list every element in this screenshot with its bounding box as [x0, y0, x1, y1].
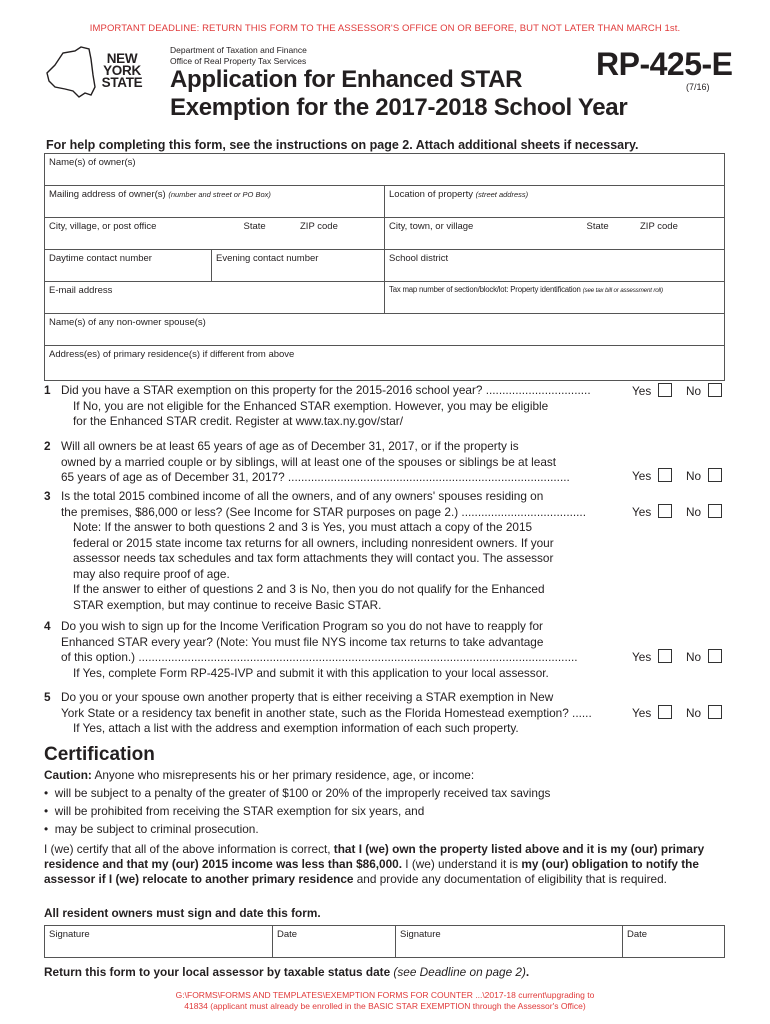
field-label: ZIP code [640, 221, 678, 232]
note-line: federal or 2015 state income tax returns for all owners, including nonresident owners. If your [73, 535, 554, 550]
cert-text: I (we) certify that all of the above information is correct, [44, 842, 334, 856]
return-text-italic: (see Deadline on page 2) [390, 965, 526, 979]
field-label: Tax map number of section/block/lot: Property identification [389, 285, 581, 294]
caution-bullet: may be subject to criminal prosecution. [54, 822, 259, 836]
field-label: ZIP code [300, 221, 338, 232]
q2-answer [632, 468, 724, 484]
field-label: Mailing address of owner(s) [49, 189, 166, 200]
question-text: Do you wish to sign up for the Income Verification Program so you do not have to reapply for [61, 619, 543, 633]
logo-line: STATE [101, 75, 143, 90]
question-text: owned by a married couple or by siblings, will at least one of the spouses or siblings be at least [61, 454, 557, 469]
footer-line: G:\FORMS\FORMS AND TEMPLATES\EXEMPTION FORMS FOR COUNTER ...\2017-18 current\upgrading to [175, 990, 595, 1000]
dept-line-2: Office of Real Property Tax Services [170, 55, 307, 66]
daytime-phone-field[interactable] [45, 250, 212, 282]
no-label: No [686, 650, 702, 664]
field-label: Name(s) of owner(s) [49, 157, 136, 168]
question-1 [44, 383, 724, 430]
form-title [170, 66, 627, 122]
note-line: If No, you are not eligible for the Enhanced STAR exemption. However, you may be eligible [73, 398, 549, 413]
school-district-field[interactable] [385, 250, 725, 282]
question-number: 4 [44, 619, 51, 633]
question-text: the premises, $86,000 or less? (See Income for STAR purposes on page 2.) ...................................... [61, 504, 586, 519]
caution-bullet: will be subject to a penalty of the greater of $100 or 20% of the improperly received tax savings [54, 786, 551, 800]
certification-statement [44, 842, 724, 887]
field-label: Date [277, 929, 298, 940]
q5-no-checkbox[interactable] [708, 705, 722, 719]
question-note: If Yes, complete Form RP-425-IVP and submit it with this application to your local assessor. [73, 665, 549, 680]
certification-heading: Certification [44, 744, 155, 765]
primary-residence-field[interactable] [45, 346, 725, 381]
no-label: No [686, 706, 702, 720]
cert-text-bold: my (our) obligation to notify the assessor if I (we) relocate to another primary residence [44, 857, 699, 886]
date-field-2[interactable] [623, 926, 725, 958]
no-label: No [686, 384, 702, 398]
question-text: Will all owners be at least 65 years of age as of December 31, 2017, or if the property is [61, 439, 519, 453]
q2-no-checkbox[interactable] [708, 468, 722, 482]
deadline-notice: IMPORTANT DEADLINE: RETURN THIS FORM TO THE ASSESSOR'S OFFICE ON OR BEFORE, BUT NOT LATER THAN MARCH 1st. [89, 23, 681, 34]
question-number: 5 [44, 690, 51, 704]
field-label: City, town, or village [389, 221, 474, 232]
signature-field-2[interactable] [396, 926, 623, 958]
field-label: State [586, 221, 609, 232]
footer-line: 41834 (applicant must already be enrolled in the BASIC STAR EXEMPTION through the Assessor's Office) [184, 1000, 586, 1011]
cert-text-bold: that I (we) own the property listed above and it is my (our) primary residence and that my (our) 2015 income was less than $86,000. [44, 842, 705, 871]
note-line: STAR exemption, but may continue to receive Basic STAR. [73, 597, 382, 612]
tax-map-field[interactable] [385, 282, 725, 314]
q3-no-checkbox[interactable] [708, 504, 722, 518]
note-line: may also require proof of age. [73, 566, 230, 581]
return-instruction [44, 965, 529, 979]
yes-label: Yes [632, 384, 652, 398]
note-line: assessor needs tax schedules and tax form attachments they will contact you. The assessor [73, 551, 554, 565]
question-text: of this option.) ...................................................................................................................................... [61, 650, 578, 664]
help-text: For help completing this form, see the instructions on page 2. Attach additional sheets if necessary. [46, 138, 639, 152]
form-number: RP-425-E [596, 46, 733, 82]
signature-field-1[interactable] [45, 926, 273, 958]
field-hint: (see tax bill or assessment roll) [582, 287, 663, 294]
caution-text: Anyone who misrepresents his or her primary residence, age, or income: [91, 768, 475, 782]
field-label: City, village, or post office [49, 221, 157, 232]
mailing-address-field[interactable] [45, 186, 385, 218]
question-number: 1 [44, 383, 51, 397]
dept-line-1: Department of Taxation and Finance [170, 45, 307, 55]
form-revision: (7/16) [686, 82, 710, 92]
q4-yes-checkbox[interactable] [658, 649, 672, 663]
no-label: No [686, 469, 702, 483]
field-label: Name(s) of any non-owner spouse(s) [49, 317, 206, 328]
field-label: Evening contact number [216, 253, 319, 264]
q3-yes-checkbox[interactable] [658, 504, 672, 518]
owners-field[interactable] [45, 154, 725, 186]
note-line: for the Enhanced STAR credit. Register at www.tax.ny.gov/star/ [73, 414, 404, 428]
q1-yes-checkbox[interactable] [658, 383, 672, 397]
caution-bullet: will be prohibited from receiving the STAR exemption for six years, and [54, 804, 425, 818]
logo-wordmark [97, 53, 147, 89]
q4-answer [632, 649, 724, 665]
question-text: Did you have a STAR exemption on this property for the 2015-2016 school year? ................................ [61, 383, 591, 397]
q2-yes-checkbox[interactable] [658, 468, 672, 482]
spouse-name-field[interactable] [45, 314, 725, 346]
field-label: Address(es) of primary residence(s) if different from above [49, 349, 295, 360]
note-line: Note: If the answer to both questions 2 and 3 is Yes, you must attach a copy of the 2015 [73, 520, 533, 534]
email-field[interactable] [45, 282, 385, 314]
question-note [73, 520, 724, 613]
question-note [73, 399, 724, 430]
question-number: 3 [44, 489, 51, 503]
signature-table [44, 925, 725, 958]
caution-label: Caution: [44, 768, 92, 782]
department-name [170, 45, 307, 66]
question-text: Enhanced STAR every year? (Note: You must file NYS income tax returns to take advantage [61, 634, 544, 649]
evening-phone-field[interactable] [212, 250, 385, 282]
field-hint: (street address) [475, 190, 529, 199]
question-4 [44, 619, 724, 681]
q5-answer [632, 705, 724, 721]
q3-answer [632, 504, 724, 520]
field-label: Location of property [389, 189, 473, 200]
field-label: Signature [49, 929, 90, 940]
nys-logo [45, 45, 155, 105]
field-label: E-mail address [49, 285, 113, 296]
nys-map-icon [45, 45, 101, 105]
field-label: School district [389, 253, 449, 264]
field-label: Daytime contact number [49, 253, 152, 264]
field-label: Date [627, 929, 648, 940]
q1-no-checkbox[interactable] [708, 383, 722, 397]
field-hint: (number and street or PO Box) [168, 190, 271, 199]
question-2 [44, 439, 724, 486]
no-label: No [686, 505, 702, 519]
logo-line: NEW [106, 51, 138, 66]
sign-instruction: All resident owners must sign and date this form. [44, 906, 321, 920]
question-note: If Yes, attach a list with the address and exemption information of each such property. [73, 721, 519, 735]
question-text: Is the total 2015 combined income of all the owners, and of any owners' spouses residing on [61, 489, 544, 503]
city-town-field[interactable] [385, 218, 725, 250]
title-line-2: Exemption for the 2017-2018 School Year [170, 94, 628, 121]
city-village-field[interactable] [45, 218, 385, 250]
note-line: If the answer to either of questions 2 and 3 is No, then you do not qualify for the Enhanced [73, 582, 545, 596]
return-text-bold: . [525, 965, 530, 979]
question-text: Do you or your spouse own another property that is either receiving a STAR exemption in New [61, 690, 554, 704]
q4-no-checkbox[interactable] [708, 649, 722, 663]
yes-label: Yes [632, 706, 652, 720]
question-3 [44, 489, 724, 613]
question-number: 2 [44, 439, 51, 453]
field-label: Signature [400, 929, 441, 940]
logo-line: YORK [103, 63, 141, 78]
certification-caution: Caution: Anyone who misrepresents his or her primary residence, age, or income: • will be subject to a penalty of the greater of $100 or 20% of the improperly received tax savings • will be prohibited from receiving the STAR exemption for six years, and • may be subject to criminal prosecution. [44, 768, 551, 836]
yes-label: Yes [632, 650, 652, 664]
yes-label: Yes [632, 505, 652, 519]
owner-info-table [44, 153, 725, 381]
footer-note [0, 990, 770, 1011]
question-text: York State or a residency tax benefit in another state, such as the Florida Homestead exemption? ...... [61, 705, 592, 720]
date-field-1[interactable] [273, 926, 396, 958]
question-text: 65 years of age as of December 31, 2017? ...................................................................................... [61, 470, 570, 484]
return-text-bold: Return this form to your local assessor by taxable status date [44, 965, 391, 979]
cert-text: and provide any documentation of eligibility that is required. [353, 872, 667, 886]
property-location-field[interactable] [385, 186, 725, 218]
title-line-1: Application for Enhanced STAR [170, 66, 523, 93]
field-label: State [243, 221, 266, 232]
yes-label: Yes [632, 469, 652, 483]
question-5 [44, 690, 724, 737]
q5-yes-checkbox[interactable] [658, 705, 672, 719]
cert-text: I (we) understand it is [402, 857, 522, 871]
q1-answer [632, 383, 724, 399]
